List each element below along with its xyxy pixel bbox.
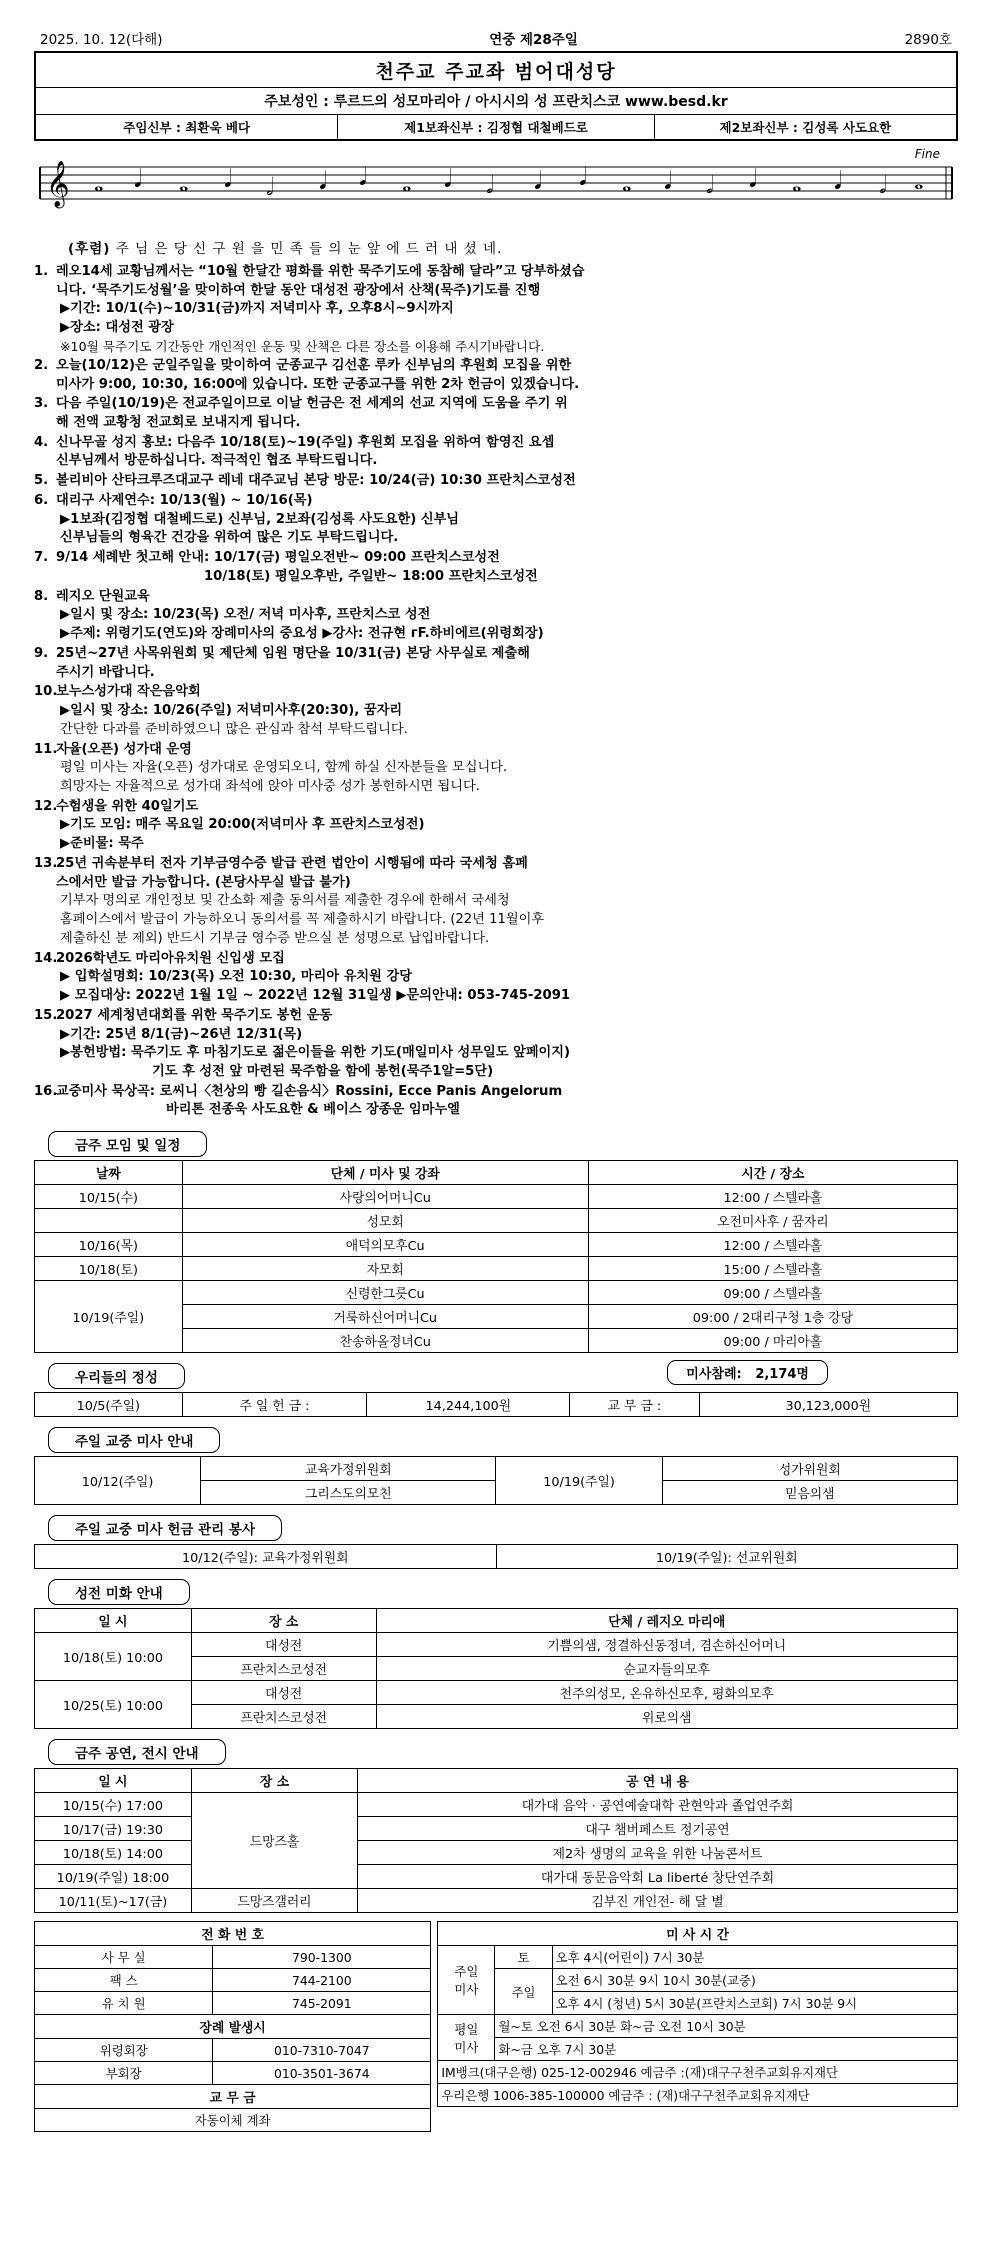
list-item bbox=[34, 950, 958, 1006]
item-line: 신부님께서 방문하십니다. 적극적인 협조 부탁드립니다. bbox=[56, 453, 378, 469]
item-number: 2. bbox=[34, 357, 49, 373]
table-header-row bbox=[35, 1609, 958, 1633]
list-item bbox=[34, 263, 958, 356]
list-item bbox=[34, 472, 958, 491]
associate-2: 제2보좌신부 : 김성록 사도요한 bbox=[654, 115, 956, 139]
cell-day: 토 bbox=[495, 1946, 552, 1969]
cell-group: 성모회 bbox=[182, 1209, 588, 1233]
svg-text:𝄞: 𝄞 bbox=[46, 161, 70, 207]
item-body bbox=[56, 263, 958, 356]
cell-group: 찬송하올정녀Cu bbox=[182, 1329, 588, 1353]
attendance-badge bbox=[667, 1360, 828, 1385]
col-date: 일 시 bbox=[35, 1609, 192, 1633]
table-row bbox=[35, 1545, 958, 1569]
cell-org: 성가위원회 bbox=[662, 1457, 957, 1481]
table-row bbox=[35, 1793, 958, 1817]
list-item bbox=[34, 492, 958, 548]
table-row bbox=[35, 1393, 958, 1417]
cell-date bbox=[35, 1209, 183, 1233]
svg-text:𝅝: 𝅝 bbox=[914, 167, 924, 195]
bank-account-1: IM뱅크(대구은행) 025-12-002946 예금주 :(재)대구구천주교회유지재단 bbox=[438, 2061, 958, 2084]
performance-table bbox=[34, 1768, 958, 1913]
cell-group: 위로의샘 bbox=[376, 1705, 958, 1729]
cell-date: 10/16(목) bbox=[35, 1233, 183, 1257]
list-item bbox=[34, 357, 958, 394]
svg-text:𝅗𝅥: 𝅗𝅥 bbox=[879, 171, 887, 199]
funeral-title: 장례 발생시 bbox=[35, 2015, 431, 2039]
header-date: 2025. 10. 12(다해) bbox=[40, 32, 163, 48]
item-line: 주시기 바랍니다. bbox=[56, 664, 155, 680]
item-body bbox=[56, 549, 958, 586]
list-item bbox=[34, 798, 958, 854]
cell-times: 오전 6시 30분 9시 10시 30분(교중) bbox=[552, 1969, 957, 1992]
table-row bbox=[35, 1681, 958, 1705]
table-row bbox=[35, 1992, 431, 2015]
cell-date: 10/18(토) 10:00 bbox=[35, 1633, 192, 1681]
music-score bbox=[34, 145, 958, 237]
cell-time: 09:00 / 마리아홀 bbox=[588, 1329, 957, 1353]
table-row bbox=[35, 1817, 958, 1841]
cell-group: 순교자들의모후 bbox=[376, 1657, 958, 1681]
offering-table bbox=[34, 1392, 958, 1417]
cell-time: 09:00 / 2대리구청 1층 강당 bbox=[588, 1305, 957, 1329]
item-line: 25년 귀속분부터 전자 기부금영수증 발급 관련 법안이 시행됨에 따라 국세청 홈페 bbox=[56, 855, 528, 871]
list-item bbox=[34, 588, 958, 644]
item-number: 4. bbox=[34, 434, 49, 450]
cell-date: 10/15(수) bbox=[35, 1185, 183, 1209]
item-body bbox=[56, 588, 958, 644]
bank-account-2: 우리은행 1006-385-100000 예금주 : (재)대구구천주교회유지재단 bbox=[438, 2084, 958, 2107]
cell-date: 10/17(금) 19:30 bbox=[35, 1817, 192, 1841]
item-line: 수험생을 위한 40일기도 bbox=[56, 798, 199, 814]
item-number: 7. bbox=[34, 550, 49, 566]
staff-notation-icon bbox=[34, 145, 958, 225]
table-row bbox=[35, 1457, 958, 1481]
list-item bbox=[34, 1083, 958, 1120]
list-item bbox=[34, 741, 958, 797]
item-line: ▶ 입학설명회: 10/23(목) 오전 10:30, 마리아 유치원 강당 bbox=[60, 969, 412, 985]
pastor: 주임신부 : 최환욱 베다 bbox=[123, 120, 251, 135]
cell-group: 천주의성모, 온유하신모후, 평화의모후 bbox=[376, 1681, 958, 1705]
cell-date: 10/15(수) 17:00 bbox=[35, 1793, 192, 1817]
item-line: 레오14세 교황님께서는 “10월 한달간 평화를 위한 묵주기도에 동참해 달라”고 당부하셨습 bbox=[56, 264, 585, 279]
cell-content: 제2차 생명의 교육을 위한 나눔콘서트 bbox=[358, 1841, 958, 1865]
beauty-section-label: 성전 미화 안내 bbox=[48, 1579, 190, 1605]
item-line: ▶봉헌방법: 묵주기도 후 마침기도로 젊은이들을 위한 기도(매일미사 성무일도 앞페이지) bbox=[60, 1045, 571, 1061]
table-row bbox=[438, 2084, 958, 2107]
svg-text:𝅘𝅥: 𝅘𝅥 bbox=[749, 165, 757, 193]
mass-times-block bbox=[437, 1921, 958, 2132]
item-number: 8. bbox=[34, 588, 49, 604]
list-item bbox=[34, 434, 958, 471]
priest-row bbox=[36, 114, 956, 139]
item-line: 미사가 9:00, 10:30, 16:00에 있습니다. 또한 군종교구를 위한 2차 헌금이 있겠습니다. bbox=[56, 376, 580, 392]
item-number: 13. bbox=[34, 855, 58, 871]
table-row bbox=[35, 2109, 431, 2132]
cell-content: 대가대 음악 · 공연예술대학 관현악과 졸업연주회 bbox=[358, 1793, 958, 1817]
item-number: 16. bbox=[34, 1083, 58, 1099]
cell-times: 화~금 오후 7시 30분 bbox=[495, 2038, 958, 2061]
item-number: 11. bbox=[34, 741, 58, 757]
parish-subtitle: 주보성인 : 루르드의 성모마리아 / 아시시의 성 프란치스코 www.besd.kr bbox=[36, 87, 956, 114]
table-row bbox=[35, 1209, 958, 1233]
cell-place: 프란치스코성전 bbox=[191, 1705, 376, 1729]
col-date: 일 시 bbox=[35, 1769, 192, 1793]
cell-time: 12:00 / 스텔라홀 bbox=[588, 1233, 957, 1257]
footer-block bbox=[34, 1921, 958, 2132]
cell-date: 10/18(토) bbox=[35, 1257, 183, 1281]
table-row bbox=[35, 1257, 958, 1281]
item-line: 2026학년도 마리아유치원 신입생 모집 bbox=[56, 950, 285, 966]
list-item bbox=[34, 855, 958, 949]
dues-sub: 자동이체 계좌 bbox=[35, 2109, 431, 2132]
item-body bbox=[56, 472, 958, 491]
item-body bbox=[56, 395, 958, 432]
cell-org: 믿음의샘 bbox=[662, 1481, 957, 1505]
header-issue: 2890호 bbox=[904, 32, 952, 48]
svg-text:𝅘𝅥: 𝅘𝅥 bbox=[444, 165, 452, 193]
table-row bbox=[35, 1633, 958, 1657]
announcement-list bbox=[34, 263, 958, 1120]
phone-title: 전 화 번 호 bbox=[35, 1922, 431, 1946]
table-row bbox=[438, 2061, 958, 2084]
phone-table bbox=[34, 1921, 431, 2132]
item-line: ▶일시 및 장소: 10/26(주일) 저녁미사후(20:30), 꿈자리 bbox=[60, 703, 403, 719]
item-number: 9. bbox=[34, 645, 49, 661]
item-line: ※10월 묵주기도 기간동안 개인적인 운동 및 산책은 다른 장소를 이용해 주시기바랍니다. bbox=[60, 338, 545, 354]
svg-text:𝅝: 𝅝 bbox=[179, 169, 189, 197]
item-body bbox=[56, 950, 958, 1006]
offering-service-table bbox=[34, 1544, 958, 1569]
parish-title: 천주교 주교좌 범어대성당 bbox=[375, 61, 617, 83]
cell-time: 오전미사후 / 꿈자리 bbox=[588, 1209, 957, 1233]
table-header-row bbox=[35, 1922, 431, 1946]
table-row bbox=[438, 1969, 958, 1992]
cell-sunday-offering-value: 14,244,100원 bbox=[367, 1393, 570, 1417]
table-row bbox=[35, 1841, 958, 1865]
col-time: 시간 / 장소 bbox=[588, 1161, 957, 1185]
cell-group: 신령한그릇Cu bbox=[182, 1281, 588, 1305]
item-line: ▶ 모집대상: 2022년 1월 1일 ~ 2022년 12월 31일생 ▶문의안내: 053-745-2091 bbox=[60, 988, 571, 1004]
cell-place: 대성전 bbox=[191, 1633, 376, 1657]
item-line: ▶일시 및 장소: 10/23(목) 오전/ 저녁 미사후, 프란치스코 성전 bbox=[60, 607, 431, 623]
cell-date: 10/12(주일) bbox=[35, 1457, 201, 1505]
cell-content: 대가대 동문음악회 La liberté 창단연주회 bbox=[358, 1865, 958, 1889]
cell-times: 월~토 오전 6시 30분 화~금 오전 10시 30분 bbox=[495, 2015, 958, 2038]
item-number: 5. bbox=[34, 473, 49, 489]
cell-label: 위령회장 bbox=[35, 2039, 213, 2062]
item-line: 스에서만 발급 가능합니다. (본당사무실 발급 불가) bbox=[56, 874, 351, 890]
item-line: 제출하신 분 제외) 반드시 기부금 영수증 받으실 분 성명으로 납입바랍니다. bbox=[60, 930, 490, 946]
item-line: 2027 세계청년대회를 위한 묵주기도 봉헌 운동 bbox=[56, 1007, 333, 1023]
cell-content: 대구 챔버페스트 정기공연 bbox=[358, 1817, 958, 1841]
item-body bbox=[56, 1007, 958, 1082]
cell-place: 프란치스코성전 bbox=[191, 1657, 376, 1681]
fine-marking: Fine bbox=[914, 147, 940, 161]
sunday-mass-section-label: 주일 교중 미사 안내 bbox=[48, 1427, 220, 1453]
phone-block bbox=[34, 1921, 431, 2132]
beauty-table bbox=[34, 1608, 958, 1729]
item-line: ▶기도 모임: 매주 목요일 20:00(저녁미사 후 프란치스코성전) bbox=[60, 817, 425, 833]
item-line: 기도 후 성전 앞 마련된 묵주함을 함에 봉헌(묵주1알=5단) bbox=[152, 1063, 494, 1079]
item-line: 바리톤 전종욱 사도요한 & 베이스 장종운 임마누엘 bbox=[166, 1102, 460, 1118]
item-line: 신부님들의 형육간 건강을 위하여 많은 기도 부탁드립니다. bbox=[60, 530, 399, 546]
table-row bbox=[35, 1185, 958, 1209]
item-number: 14. bbox=[34, 950, 58, 966]
item-line: 기부자 명의로 개인정보 및 간소화 제출 동의서를 제출한 경우에 한해서 국세청 bbox=[60, 893, 510, 909]
col-group: 단체 / 미사 및 강좌 bbox=[182, 1161, 588, 1185]
cell-date: 10/25(토) 10:00 bbox=[35, 1681, 192, 1729]
cell-org: 교육가정위원회 bbox=[201, 1457, 496, 1481]
item-line: 홈페이스에서 발급이 가능하오니 동의서를 꼭 제출하시기 바랍니다. (22년 11월이후 bbox=[60, 912, 545, 928]
weekday-mass-label: 평일 미사 bbox=[438, 2015, 495, 2061]
cell-place: 드망즈홀 bbox=[191, 1793, 357, 1889]
item-line: 교중미사 묵상곡: 로씨니〈천상의 빵 길손음식〉Rossini, Ecce Panis Angelorum bbox=[56, 1083, 563, 1099]
table-row bbox=[35, 2062, 431, 2085]
cell-date: 10/19(주일) bbox=[35, 1281, 183, 1353]
item-line: 볼리비아 산타크루즈대교구 레네 대주교님 본당 방문: 10/24(금) 10:30 프란치스코성전 bbox=[56, 473, 576, 489]
item-line: 다음 주일(10/19)은 전교주일이므로 이날 헌금은 전 세계의 선교 지역에 도움을 주기 위 bbox=[56, 396, 568, 412]
item-line: 25년~27년 사목위원회 및 제단체 임원 명단을 10/31(금) 본당 사무실로 제출해 bbox=[56, 645, 530, 661]
item-line: 10/18(토) 평일오후반, 주일반~ 18:00 프란치스코성전 bbox=[204, 568, 538, 584]
svg-text:𝅘𝅥: 𝅘𝅥 bbox=[359, 163, 367, 191]
list-item bbox=[34, 549, 958, 586]
item-line: 보누스성가대 작은음악회 bbox=[56, 684, 201, 700]
col-date: 날짜 bbox=[35, 1161, 183, 1185]
col-place: 장 소 bbox=[191, 1609, 376, 1633]
item-line: 9/14 세례반 첫고해 안내: 10/17(금) 평일오전반~ 09:00 프란치스코성전 bbox=[56, 550, 500, 566]
cell-value: 010-7310-7047 bbox=[213, 2039, 431, 2062]
mass-times-table bbox=[437, 1921, 958, 2107]
cell-content: 김부진 개인전- 해 달 별 bbox=[358, 1889, 958, 1913]
cell-value: 790-1300 bbox=[213, 1946, 431, 1969]
item-body bbox=[56, 683, 958, 739]
cell-label: 팩 스 bbox=[35, 1969, 213, 1992]
item-body bbox=[56, 798, 958, 854]
svg-text:𝅝: 𝅝 bbox=[402, 169, 412, 197]
cell-dues-label: 교 무 금 : bbox=[570, 1393, 699, 1417]
offering-header bbox=[34, 1353, 958, 1392]
schedule-section-label: 금주 모임 및 일정 bbox=[48, 1131, 207, 1157]
cell-time: 15:00 / 스텔라홀 bbox=[588, 1257, 957, 1281]
cell-group: 거룩하신어머니Cu bbox=[182, 1305, 588, 1329]
col-place: 장 소 bbox=[191, 1769, 357, 1793]
offering-section-label: 우리들의 정성 bbox=[48, 1363, 185, 1389]
cell-group: 기쁨의샘, 정결하신동정녀, 겸손하신어머니 bbox=[376, 1633, 958, 1657]
offering-service-section-label: 주일 교중 미사 헌금 관리 봉사 bbox=[48, 1515, 282, 1541]
svg-text:𝅝: 𝅝 bbox=[622, 169, 632, 197]
cell-time: 09:00 / 스텔라홀 bbox=[588, 1281, 957, 1305]
item-body bbox=[56, 741, 958, 797]
cell-org: 그리스도의모친 bbox=[201, 1481, 496, 1505]
item-line: 자율(오픈) 성가대 운영 bbox=[56, 741, 192, 757]
svg-text:𝅘𝅥: 𝅘𝅥 bbox=[224, 165, 232, 193]
table-header-row bbox=[35, 2015, 431, 2039]
table-row bbox=[35, 1969, 431, 1992]
dues-title: 교 무 금 bbox=[35, 2085, 431, 2109]
item-number: 3. bbox=[34, 396, 49, 412]
item-body bbox=[56, 434, 958, 471]
item-line: ▶기간: 25년 8/1(금)~26년 12/31(목) bbox=[60, 1026, 303, 1042]
table-row bbox=[35, 1865, 958, 1889]
item-body bbox=[56, 1083, 958, 1120]
table-header-row bbox=[438, 1922, 958, 1946]
cell-group: 자모회 bbox=[182, 1257, 588, 1281]
header-line bbox=[34, 28, 958, 51]
table-row bbox=[438, 2015, 958, 2038]
item-line: 신나무골 성지 홍보: 다음주 10/18(토)~19(주일) 후원회 모집을 위하여 함영진 요셉 bbox=[56, 434, 555, 450]
svg-text:𝅗𝅥: 𝅗𝅥 bbox=[486, 171, 494, 199]
table-header-row bbox=[35, 2085, 431, 2109]
cell-day: 주일 bbox=[495, 1969, 552, 2015]
cell-date: 10/19(주일) 18:00 bbox=[35, 1865, 192, 1889]
item-line: ▶주제: 위령기도(연도)와 장례미사의 중요성 ▶강사: 전규현 гF.하비에르(위령회장) bbox=[60, 626, 544, 642]
cell-place: 대성전 bbox=[191, 1681, 376, 1705]
cell-date: 10/11(토)~17(금) bbox=[35, 1889, 192, 1913]
attendance-label: 미사참례: bbox=[686, 1367, 742, 1383]
table-row bbox=[35, 1233, 958, 1257]
cell-label: 부회장 bbox=[35, 2062, 213, 2085]
svg-text:𝅘𝅥: 𝅘𝅥 bbox=[534, 167, 542, 195]
item-number: 12. bbox=[34, 798, 58, 814]
item-body bbox=[56, 357, 958, 394]
svg-text:𝅝: 𝅝 bbox=[94, 169, 104, 197]
svg-text:𝅘𝅥: 𝅘𝅥 bbox=[319, 167, 327, 195]
list-item bbox=[34, 645, 958, 682]
mass-times-title: 미 사 시 간 bbox=[438, 1922, 958, 1946]
cell-times: 오후 4시(어린이) 7시 30분 bbox=[552, 1946, 957, 1969]
item-line: 간단한 다과를 준비하였으니 많은 관심과 참석 부탁드립니다. bbox=[60, 721, 408, 737]
refrain-lyrics bbox=[34, 237, 958, 257]
list-item bbox=[34, 683, 958, 739]
svg-text:𝅗𝅥: 𝅗𝅥 bbox=[706, 171, 714, 199]
cell-group: 애덕의모후Cu bbox=[182, 1233, 588, 1257]
item-line: 평일 미사는 자율(오픈) 성가대로 운영되오니, 함께 하실 신자분들을 모십니다. bbox=[60, 760, 508, 776]
cell-value: 744-2100 bbox=[213, 1969, 431, 1992]
item-line: ▶장소: 대성전 광장 bbox=[60, 320, 174, 336]
masthead bbox=[34, 51, 958, 141]
item-line: 레지오 단원교육 bbox=[56, 588, 150, 604]
item-line: 희망자는 자율적으로 성가대 좌석에 앉아 미사중 성가 봉헌하시면 됩니다. bbox=[60, 778, 480, 794]
item-line: ▶기간: 10/1(수)~10/31(금)까지 저녁미사 후, 오후8시~9시까지 bbox=[60, 301, 454, 317]
item-line: ▶준비물: 묵주 bbox=[60, 836, 144, 852]
refrain-text: 주 님 은 당 신 구 원 을 민 족 들 의 눈 앞 에 드 러 내 셨 네. bbox=[115, 241, 503, 257]
list-item bbox=[34, 1007, 958, 1082]
item-number: 10. bbox=[34, 684, 58, 700]
cell-left: 10/12(주일): 교육가정위원회 bbox=[35, 1545, 497, 1569]
cell-label: 유 치 원 bbox=[35, 1992, 213, 2015]
associate-1: 제1보좌신부 : 김정협 대철베드로 bbox=[337, 115, 653, 139]
col-content: 공 연 내 용 bbox=[358, 1769, 958, 1793]
cell-times: 오후 4시 (청년) 5시 30분(프란치스코회) 7시 30분 9시 bbox=[552, 1992, 957, 2015]
schedule-table bbox=[34, 1160, 958, 1353]
svg-text:𝅝: 𝅝 bbox=[792, 169, 802, 197]
item-line: 대리구 사제연수: 10/13(월) ~ 10/16(목) bbox=[56, 492, 313, 508]
item-number: 6. bbox=[34, 492, 49, 508]
col-group: 단체 / 레지오 마리애 bbox=[376, 1609, 958, 1633]
table-header-row bbox=[35, 1769, 958, 1793]
cell-sunday-offering-label: 주 일 헌 금 : bbox=[182, 1393, 367, 1417]
item-line: 해 전액 교황청 전교회로 보내지게 됩니다. bbox=[56, 415, 301, 431]
refrain-label: (후렴) bbox=[68, 241, 111, 257]
cell-right: 10/19(주일): 선교위원회 bbox=[496, 1545, 958, 1569]
cell-place: 드망즈갤러리 bbox=[191, 1889, 357, 1913]
attendance-value: 2,174명 bbox=[755, 1367, 809, 1383]
list-item bbox=[34, 395, 958, 432]
svg-text:𝅗𝅥: 𝅗𝅥 bbox=[266, 173, 274, 201]
item-body bbox=[56, 492, 958, 548]
svg-text:𝅘𝅥: 𝅘𝅥 bbox=[134, 165, 142, 193]
cell-date: 10/18(토) 14:00 bbox=[35, 1841, 192, 1865]
table-row bbox=[35, 2039, 431, 2062]
cell-time: 12:00 / 스텔라홀 bbox=[588, 1185, 957, 1209]
item-line: 오늘(10/12)은 군일주일을 맞이하여 군종교구 김선훈 루카 신부님의 후원회 모집을 위한 bbox=[56, 357, 572, 373]
cell-value: 745-2091 bbox=[213, 1992, 431, 2015]
svg-text:𝅘𝅥: 𝅘𝅥 bbox=[579, 163, 587, 191]
item-body bbox=[56, 855, 958, 949]
sunday-mass-label: 주일 미사 bbox=[438, 1946, 495, 2015]
cell-group: 사랑의어머니Cu bbox=[182, 1185, 588, 1209]
table-row bbox=[438, 1946, 958, 1969]
cell-label: 사 무 실 bbox=[35, 1946, 213, 1969]
table-row bbox=[35, 1889, 958, 1913]
table-header-row bbox=[35, 1161, 958, 1185]
sunday-mass-table bbox=[34, 1456, 958, 1505]
item-number: 1. bbox=[34, 264, 49, 279]
cell-dues-value: 30,123,000원 bbox=[699, 1393, 957, 1417]
table-row bbox=[35, 1281, 958, 1305]
svg-text:𝅘𝅥: 𝅘𝅥 bbox=[664, 167, 672, 195]
svg-text:𝅘𝅥: 𝅘𝅥 bbox=[834, 167, 842, 195]
cell-value: 010-3501-3674 bbox=[213, 2062, 431, 2085]
header-center: 연중 제28주일 bbox=[489, 32, 578, 48]
item-line: 니다. ‘묵주기도성월’을 맞이하여 한달 동안 대성전 광장에서 산책(묵주)기도를 진행 bbox=[56, 282, 541, 298]
table-row bbox=[35, 1946, 431, 1969]
item-line: ▶1보좌(김정협 대철베드로) 신부님, 2보좌(김성록 사도요한) 신부님 bbox=[60, 511, 460, 527]
table-row bbox=[438, 2038, 958, 2061]
item-body bbox=[56, 645, 958, 682]
item-number: 15. bbox=[34, 1007, 58, 1023]
performance-section-label: 금주 공연, 전시 안내 bbox=[48, 1739, 226, 1765]
cell-date: 10/5(주일) bbox=[35, 1393, 183, 1417]
cell-date: 10/19(주일) bbox=[496, 1457, 662, 1505]
